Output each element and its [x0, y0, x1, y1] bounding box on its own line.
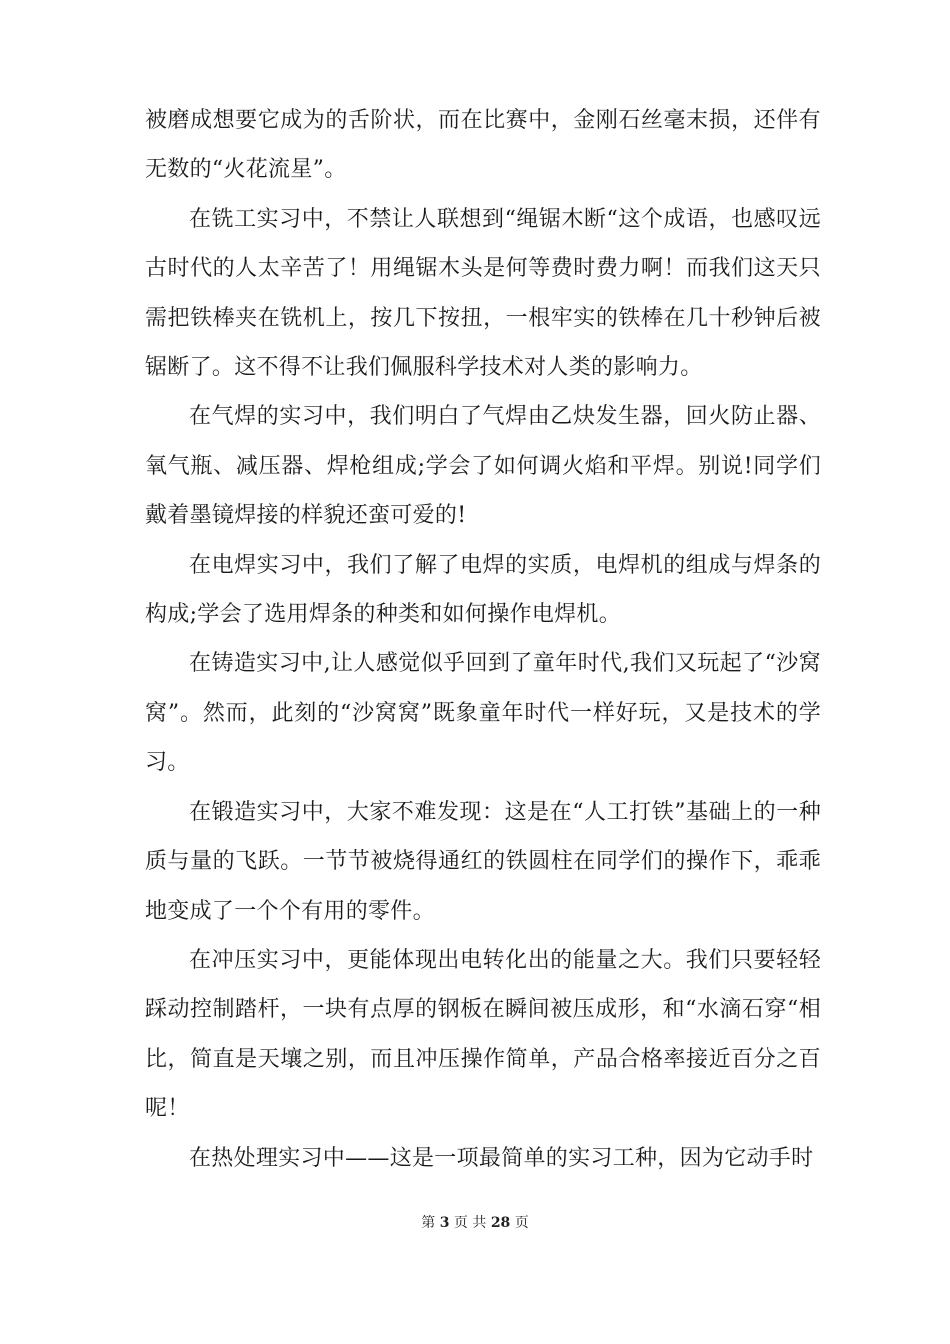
- footer-suffix: 页: [514, 1215, 529, 1231]
- paragraph-heat-treatment: 在热处理实习中——这是一项最简单的实习工种，因为它动手时: [189, 1145, 814, 1171]
- document-body: [145, 96, 821, 1183]
- paragraph-diamond-continuation: 被磨成想要它成为的舌阶状，而在比赛中，金刚石丝毫末损，还伴有无数的“火花流星”。: [145, 108, 821, 183]
- paragraph-casting: 在铸造实习中,让人感觉似乎回到了童年时代,我们又玩起了“沙窝窝”。然而，此刻的“沙窝窝”既象童年时代一样好玩，又是技术的学习。: [145, 651, 821, 776]
- paragraph-milling: 在铣工实习中，不禁让人联想到“绳锯木断“这个成语，也感叹远古时代的人太辛苦了！用绳锯木头是何等费时费力啊！而我们这天只需把铁棒夹在铣机上，按几下按扭，一根牢实的铁棒在几十秒钟后被锯断了。这不得不让我们佩服科学技术对人类的影响力。: [145, 206, 821, 381]
- footer-prefix: 第: [421, 1215, 436, 1231]
- footer-middle: 页 共: [453, 1215, 487, 1231]
- paragraph-stamping: 在冲压实习中，更能体现出电转化出的能量之大。我们只要轻轻踩动控制踏杆，一块有点厚的钢板在瞬间被压成形，和“水滴石穿“相比，简直是天壤之别，而且冲压操作简单，产品合格率接近百分之百呢！: [145, 947, 821, 1122]
- paragraph-gas-welding: 在气焊的实习中，我们明白了气焊由乙炔发生器，回火防止器、氧气瓶、减压器、焊枪组成;学会了如何调火焰和平焊。别说!同学们戴着墨镜焊接的样貌还蛮可爱的!: [145, 404, 821, 529]
- page-footer: [0, 1213, 950, 1233]
- paragraph-forging: 在锻造实习中，大家不难发现：这是在“人工打铁”基础上的一种质与量的飞跃。一节节被烧得通红的铁圆柱在同学们的操作下，乖乖地变成了一个个有用的零件。: [145, 799, 821, 924]
- footer-total-pages: 28: [490, 1215, 511, 1231]
- paragraph-electric-welding: 在电焊实习中，我们了解了电焊的实质，电焊机的组成与焊条的构成;学会了选用焊条的种类和如何操作电焊机。: [145, 552, 821, 628]
- footer-current-page: 3: [439, 1215, 450, 1231]
